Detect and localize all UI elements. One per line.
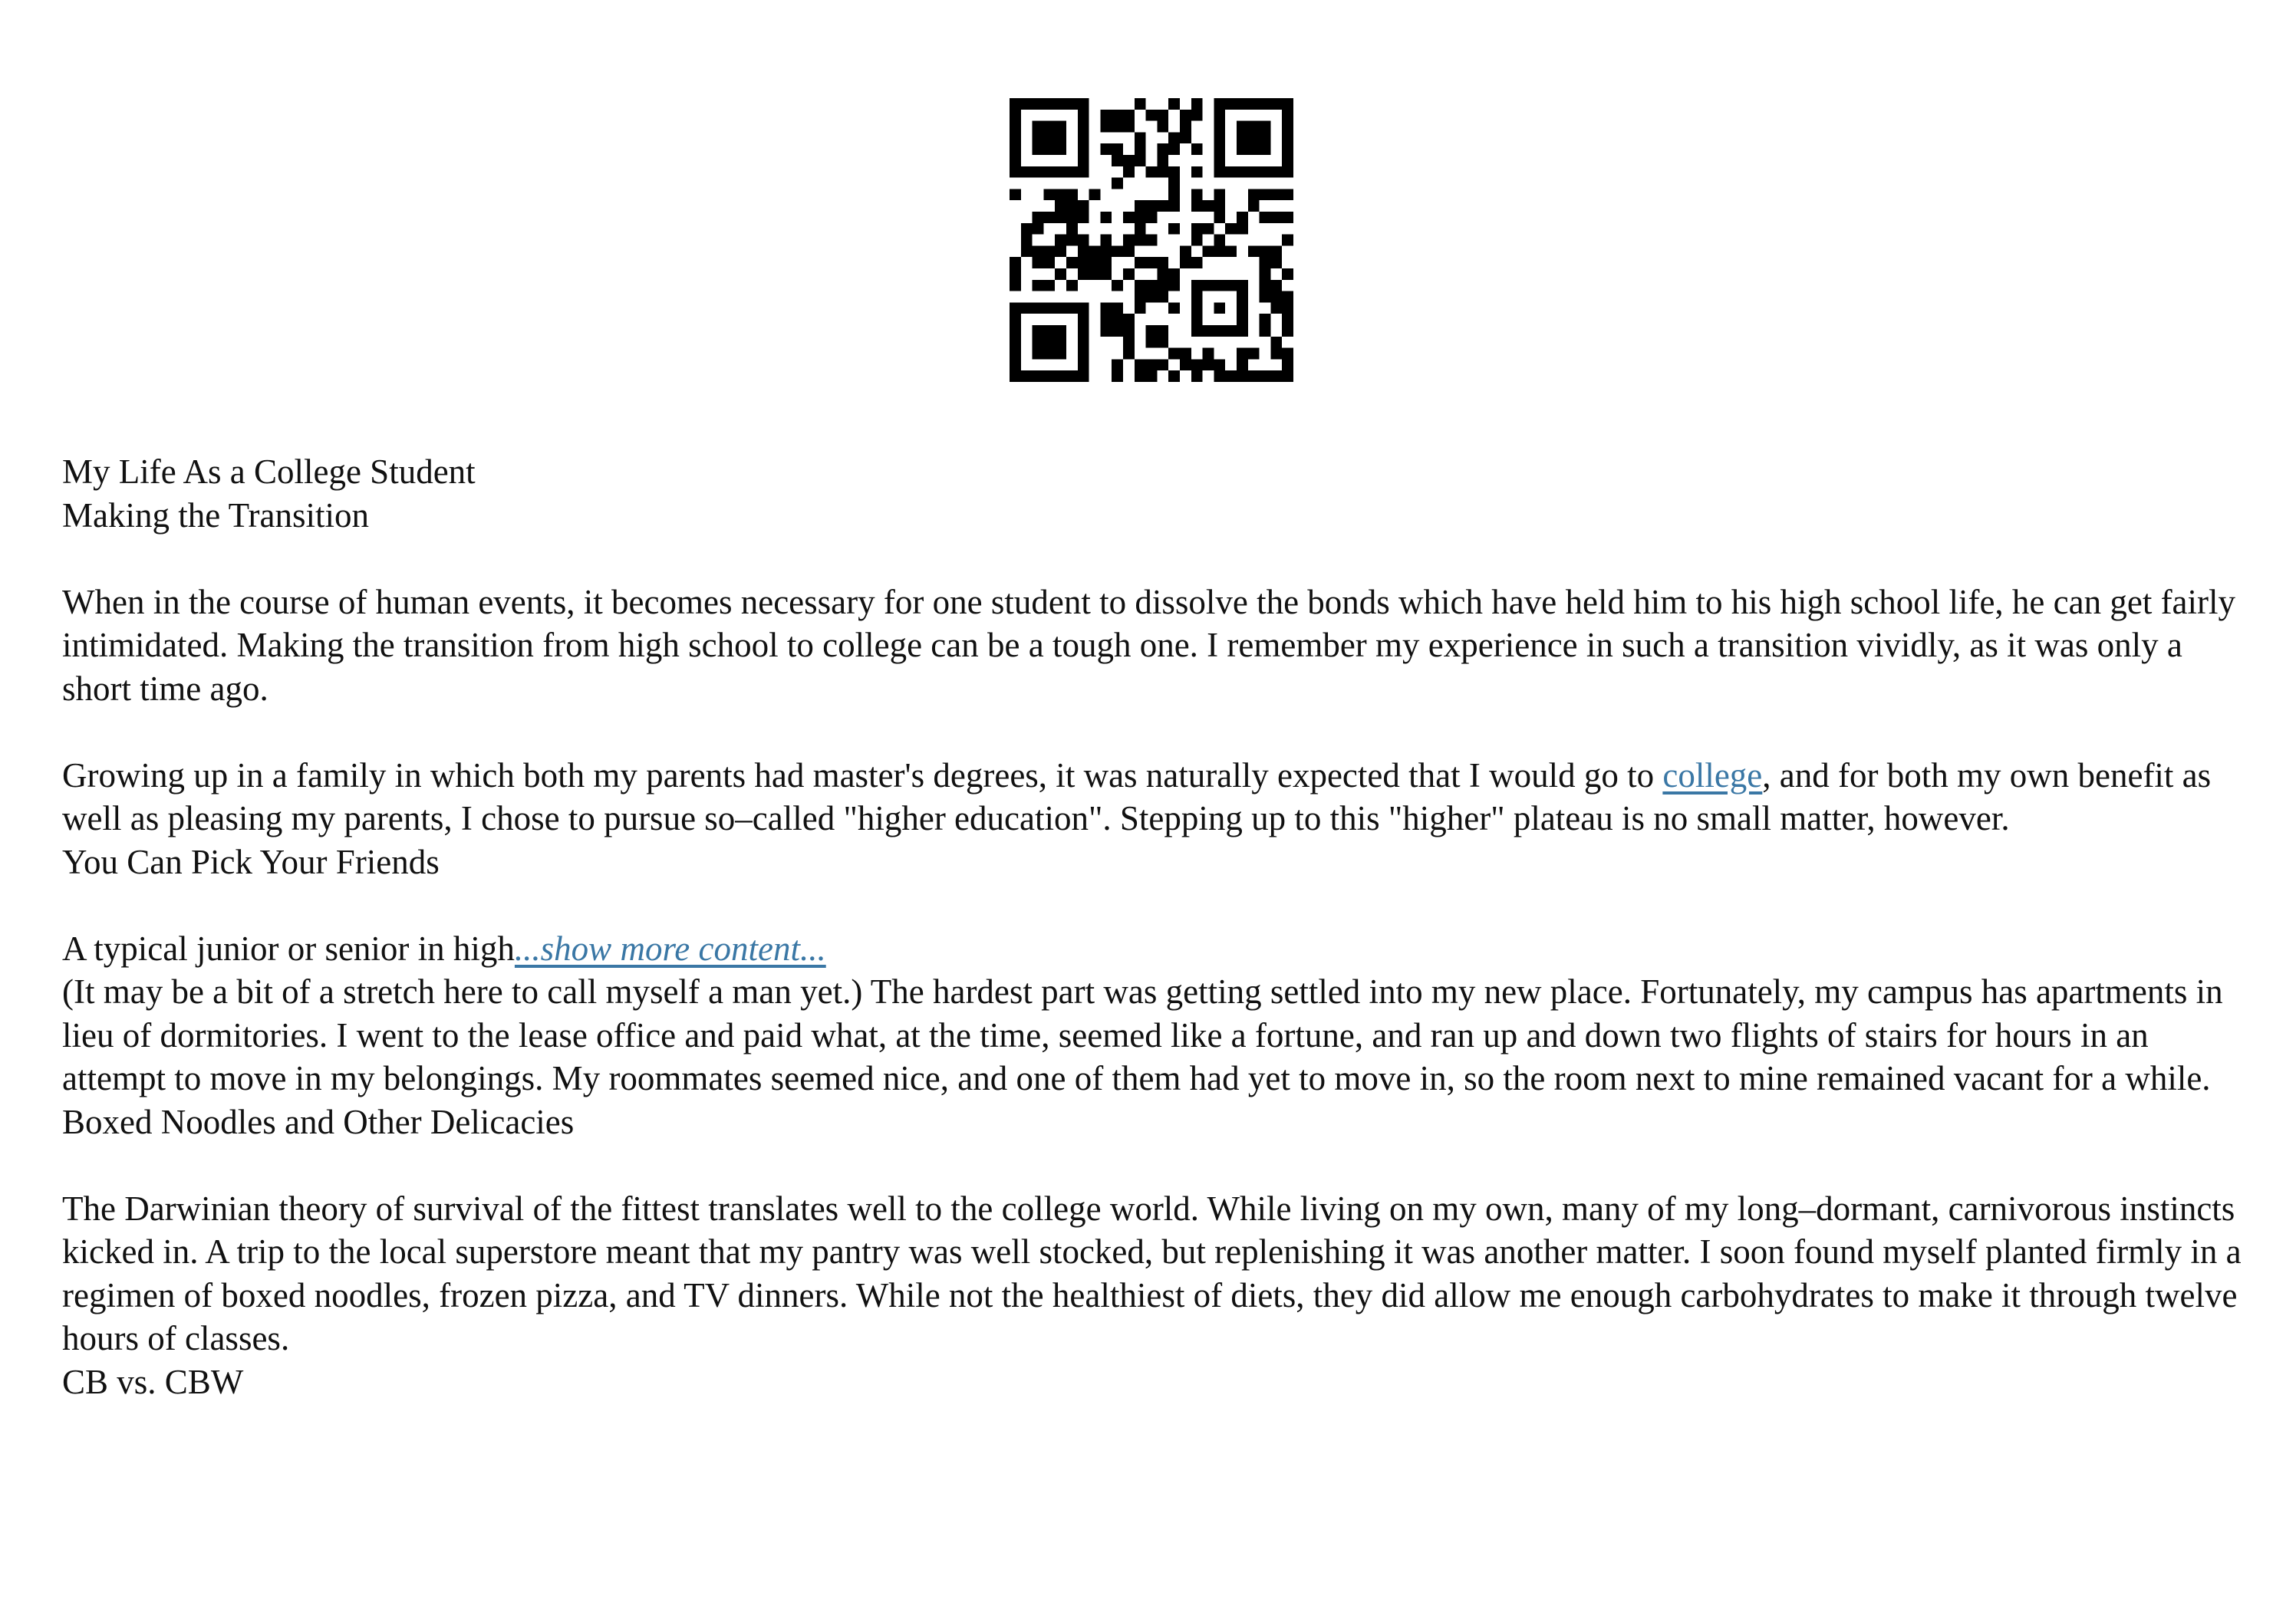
paragraph-2-text-after: , and for both my own benefit as well as pleasing my parents, I chose to pursue so–called "higher education". Stepping up to this "higher" plateau is no small matter, however. bbox=[62, 755, 2212, 837]
spacer bbox=[62, 537, 2256, 581]
spacer bbox=[62, 883, 2256, 927]
qr-code bbox=[1010, 98, 1293, 382]
college-link[interactable]: college bbox=[1662, 755, 1763, 795]
paragraph-4: (It may be a bit of a stretch here to call myself a man yet.) The hardest part was getting settled into my new place. Fortunately, my campus has apartments in lieu of dormitories. I went to the lease office and paid what, at the time, seemed like a fortune, and ran up and down two flights of stairs for hours in an attempt to move in my belongings. My roommates seemed nice, and one of them had yet to move in, so the room next to mine remained vacant for a while. bbox=[62, 972, 2223, 1097]
document-body bbox=[62, 450, 2256, 1403]
paragraph-3-text: A typical junior or senior in high bbox=[62, 929, 515, 968]
document-title: My Life As a College Student bbox=[62, 452, 476, 491]
section-heading-transition: Making the Transition bbox=[62, 495, 370, 535]
show-more-link[interactable]: ...show more content... bbox=[514, 929, 826, 968]
section-heading-cb: CB vs. CBW bbox=[62, 1362, 244, 1401]
section-heading-noodles: Boxed Noodles and Other Delicacies bbox=[62, 1102, 575, 1141]
paragraph-5: The Darwinian theory of survival of the fittest translates well to the college world. While living on my own, many of my long–dormant, carnivorous instincts kicked in. A trip to the local superstore meant that my pantry was well stocked, but replenishing it was another matter. I soon found myself planted firmly in a regimen of boxed noodles, frozen pizza, and TV dinners. While not the healthiest of diets, they did allow me enough carbohydrates to make it through twelve hours of classes. bbox=[62, 1189, 2242, 1357]
paragraph-3 bbox=[62, 927, 2256, 971]
section-heading-friends: You Can Pick Your Friends bbox=[62, 842, 440, 881]
spacer bbox=[62, 1143, 2256, 1187]
qr-code-icon bbox=[1010, 98, 1293, 382]
paragraph-2-text-before: Growing up in a family in which both my parents had master's degrees, it was naturally expected that I would go to bbox=[62, 755, 1663, 795]
spacer bbox=[62, 710, 2256, 754]
paragraph-2 bbox=[62, 754, 2256, 841]
paragraph-1: When in the course of human events, it becomes necessary for one student to dissolve the bonds which have held him to his high school life, he can get fairly intimidated. Making the transition from high school to college can be a tough one. I remember my experience in such a transition vividly, as it was only a short time ago. bbox=[62, 582, 2236, 708]
